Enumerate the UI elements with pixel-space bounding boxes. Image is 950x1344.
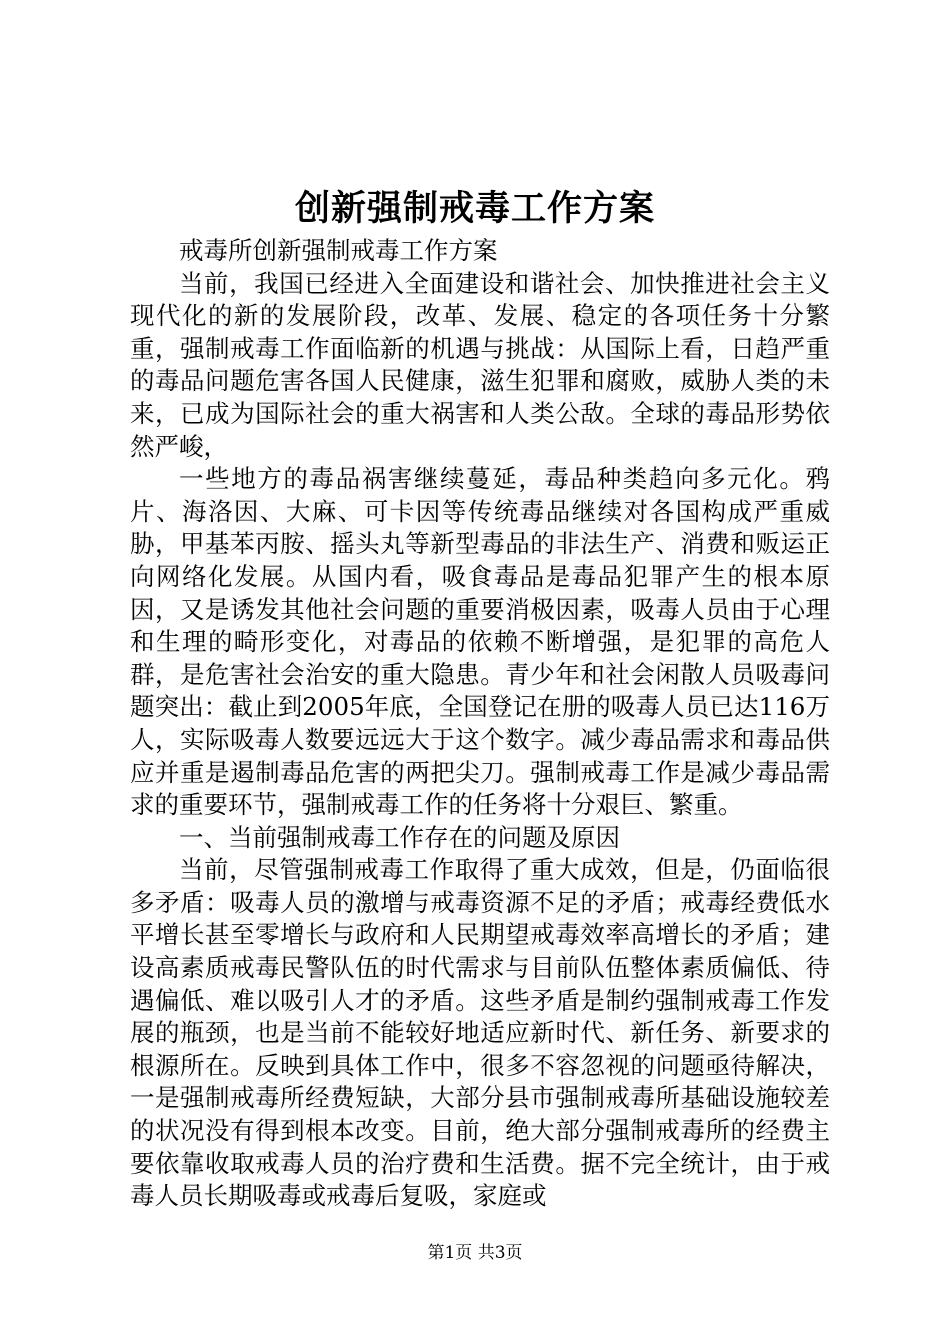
section-heading-problems: 一、当前强制戒毒工作存在的问题及原因 (179, 822, 620, 852)
document-body (130, 235, 830, 1213)
paragraph-problems: 当前，尽管强制戒毒工作取得了重大成效，但是，仍面临很多矛盾：吸毒人员的激增与戒毒资源不足的矛盾；戒毒经费低水平增长甚至零增长与政府和人民期望戒毒效率高增长的矛盾；建设高素质戒毒民警队伍的时代需求与目前队伍整体素质偏低、待遇偏低、难以吸引人才的矛盾。这些矛盾是制约强制戒毒工作发展的瓶颈，也是当前不能较好地适应新时代、新任务、新要求的根源所在。反映到具体工作中，很多不容忽视的问题亟待解决，一是强制戒毒所经费短缺，大部分县市强制戒毒所基础设施较差的状况没有得到根本改变。目前，绝大部分强制戒毒所的经费主要依靠收取戒毒人员的治疗费和生活费。据不完全统计，由于戒毒人员长期吸毒或戒毒后复吸，家庭或 (130, 855, 830, 1211)
paragraph-drug-situation: 一些地方的毒品祸害继续蔓延，毒品种类趋向多元化。鸦片、海洛因、大麻、可卡因等传统毒品继续对各国构成严重威胁，甲基苯丙胺、摇头丸等新型毒品的非法生产、消费和贩运正向网络化发展。从国内看，吸食毒品是毒品犯罪产生的根本原因，又是诱发其他社会问题的重要消极因素，吸毒人员由于心理和生理的畸形变化，对毒品的依赖不断增强，是犯罪的高危人群，是危害社会治安的重大隐患。青少年和社会闲散人员吸毒问题突出：截止到2005年底，全国登记在册的吸毒人员已达116万人，实际吸毒人数要远远大于这个数字。减少毒品需求和毒品供应并重是遏制毒品危害的两把尖刀。强制戒毒工作是减少毒品需求的重要环节，强制戒毒工作的任务将十分艰巨、繁重。 (130, 464, 830, 820)
paragraph-subtitle: 戒毒所创新强制戒毒工作方案 (179, 236, 498, 265)
page-footer: 第1页 共3页 (427, 1243, 523, 1263)
document-title: 创新强制戒毒工作方案 (294, 188, 655, 229)
paragraph-intro: 当前，我国已经进入全面建设和谐社会、加快推进社会主义现代化的新的发展阶段，改革、发展、稳定的各项任务十分繁重，强制戒毒工作面临新的机遇与挑战：从国际上看，日趋严重的毒品问题危害各国人民健康，滋生犯罪和腐败，威胁人类的未来，已成为国际社会的重大祸害和人类公敌。全球的毒品形势依然严峻， (130, 268, 830, 461)
